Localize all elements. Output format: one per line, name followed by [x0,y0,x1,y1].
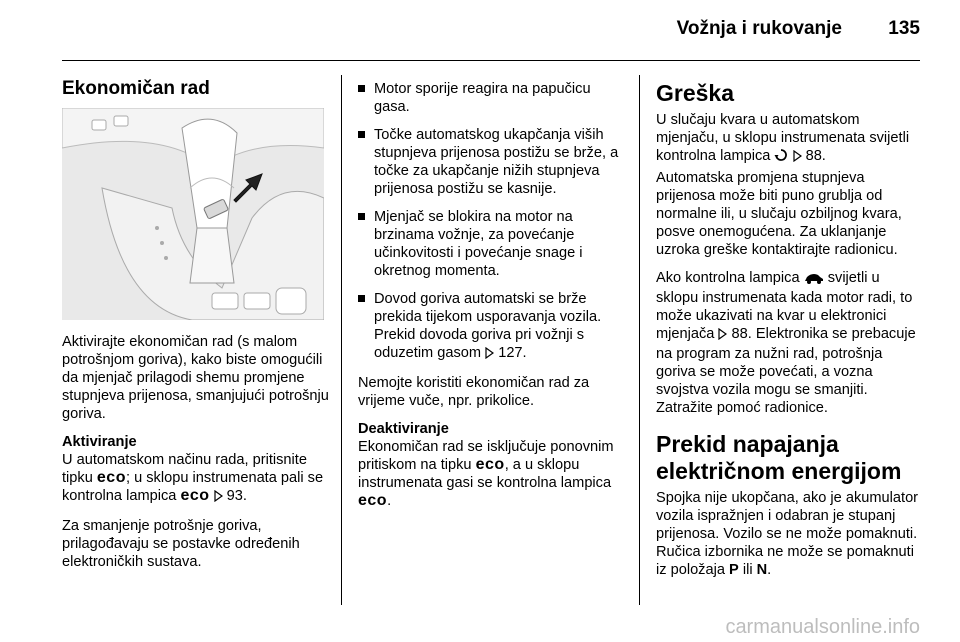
power-paragraph [656,489,924,579]
activate-ref: 93. [226,488,247,504]
bullet4-ref: 127. [498,345,527,361]
section-title: Vožnja i rukovanje [676,18,842,39]
heading-fault: Greška [656,80,735,106]
vehicle-electronics-lamp-icon [804,271,824,289]
heading-power-interruption: Prekid napajanja električnom energijom [656,431,902,484]
fault-text-2c: Elektronika se prebacuje na program za nužni rad, potrošnja goriva se može povećati, a vozna svojstva vozila mogu se smanjiti. Zatražite pomoć radionice. [656,326,916,416]
subheading-activate: Aktiviranje [62,434,137,450]
list-item [358,80,626,116]
list-item [358,208,626,280]
list-item-text: Mjenjač se blokira na motor na brzinama vožnje, za povećanje učinkovitosti i povećanje snage i okretnog momenta. [374,209,583,279]
page-reference-icon [214,489,223,507]
power-end: . [767,562,772,578]
bullet-square-icon [358,85,365,92]
list-item [358,126,626,198]
column-1-text [62,333,330,581]
fault-paragraph-1 [656,111,924,167]
fault-paragraph-2 [656,269,924,417]
bullet-square-icon [358,295,365,302]
eco-button-symbol: eco [96,469,126,486]
bullet-square-icon [358,213,365,220]
activate-text-a: U automatskom načinu rada, pritisnite tipku [62,452,307,486]
column-divider-1 [341,75,342,605]
position-p: P [729,562,739,578]
deactivate-text-c: . [387,493,392,509]
activate-text-b: ; u sklopu instrumenata pali se kontrolna lampica [62,470,324,504]
heading-eco-mode: Ekonomičan rad [62,78,210,99]
fault-text-2b: svijetli u sklopu instrumenata kada motor radi, to može ukazivati na kvar u elektronici mjenjača [656,270,913,342]
column-1 [62,80,327,98]
gearbox-fault-lamp-icon [774,148,788,167]
deactivate-text-b: , a u sklopu instrumenata gasi se kontrolna lampica [358,457,612,491]
eco-intro-paragraph: Aktivirajte ekonomičan rad (s malom potrošnjom goriva), kako biste omogućili da mjenjač prilagodi shemu promjene stupnjeva prijenosa, smanjujući potrošnju goriva. [62,334,329,422]
deactivate-paragraph [358,438,626,510]
fault-ref-1: 88. [805,148,826,164]
fault-ref-2: 88. [731,326,752,342]
bullet-square-icon [358,131,365,138]
page-reference-icon [793,149,802,167]
position-n: N [756,562,768,578]
towing-paragraph: Nemojte koristiti ekonomičan rad za vrijeme vuče, npr. prikolice. [358,375,590,409]
column-divider-2 [639,75,640,605]
list-item [358,290,626,364]
activate-paragraph [62,451,330,507]
fault-text-a: U slučaju kvara u automatskom mjenjaču, u sklopu instrumenata svijetli kontrolna lampica [656,112,910,164]
fault-paragraph-1b: Automatska promjena stupnjeva prijenosa može biti puno grublja od normalne ili, u slučaju ozbiljnog kvara, posve onemogućena. Za uklanjanje uzroka greške kontaktirajte radionicu. [656,170,902,258]
eco-button-symbol: eco [475,456,505,473]
page-header [0,0,960,62]
subheading-deactivate: Deaktiviranje [358,421,449,437]
header-rule [62,60,920,61]
list-item-text: Motor sporije reagira na papučicu gasa. [374,81,591,115]
gear-selector-illustration [62,108,324,320]
list-item-text: Dovod goriva automatski se brže prekida tijekom usporavanja vozila. Prekid dovoda goriva pri vožnji s oduzetim gasom [374,291,602,361]
fault-text-2a: Ako kontrolna lampica [656,270,800,286]
eco-lamp-symbol: eco [358,492,388,509]
eco-lamp-symbol: eco [180,487,210,504]
deactivate-text-a: Ekonomičan rad se isključuje ponovnim pritiskom na tipku [358,439,614,473]
column-3 [656,80,924,589]
list-item-text: Točke automatskog ukapčanja viših stupnjeva prijenosa postižu se brže, a točke za ukapčanje nižih stupnjeva prijenosa postižu se kasnije. [374,127,619,197]
page-reference-icon [718,327,727,345]
page-number: 135 [888,18,920,39]
power-text: Spojka nije ukopčana, ako je akumulator vozila ispražnjen i odabran je stupanj prijenosa. Vozilo se ne može pomaknuti. Ručica izbornika ne može se pomaknuti iz položaja [656,490,919,578]
footer [0,612,960,642]
power-or: ili [742,562,753,578]
watermark: carmanualsonline.info [725,616,920,638]
eco-effects-list [358,80,626,364]
electronics-paragraph: Za smanjenje potrošnje goriva, prilagođavaju se postavke određenih elektroničkih sustava. [62,518,300,570]
column-2 [358,80,626,520]
page-reference-icon [485,346,494,364]
gear-selector-drawing [62,108,324,320]
